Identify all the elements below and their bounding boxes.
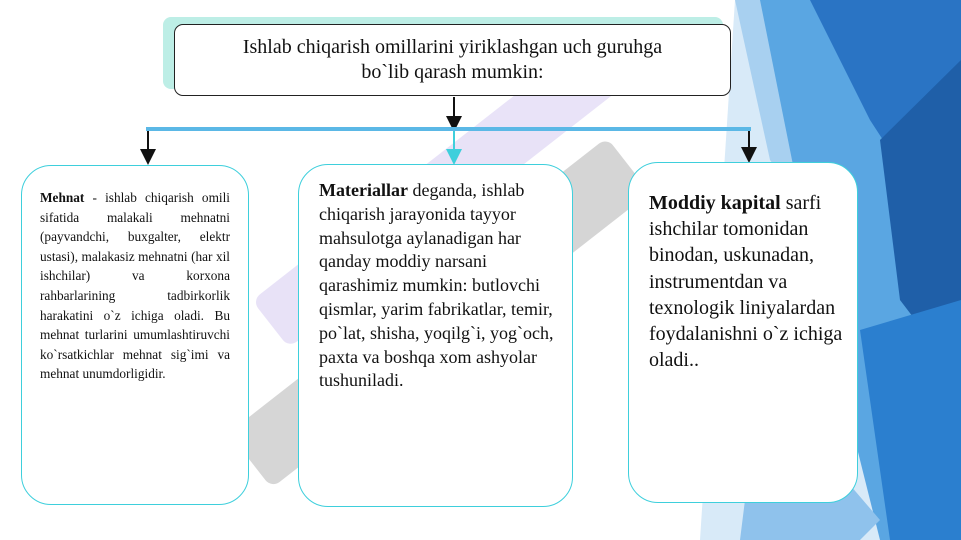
card-moddiy-kapital: [628, 162, 858, 503]
title-line-1: Ishlab chiqarish omillarini yiriklashgan uch guruhga: [242, 36, 663, 58]
title-line-2: bo`lib qarash mumkin:: [361, 61, 544, 83]
card-materiallar-term: Materiallar: [319, 180, 408, 200]
card-moddiy-kapital-text: sarfi ishchilar tomonidan binodan, uskunadan, instrumentdan va texnologik liniyalardan foydalanishni o`z ichiga oladi..: [649, 192, 843, 372]
card-materiallar: [298, 164, 573, 507]
horizontal-connector: [146, 127, 751, 131]
card-materiallar-text: deganda, ishlab chiqarish jarayonida tayyor mahsulotga aylanadigan har qanday moddiy narsani qarashimiz mumkin: butlovchi qismlar, yarim fabrikatlar, temir, po`lat, shisha, yoqilg`i, yog`och, paxta va boshqa xom ashyolar tushuniladi.: [319, 180, 554, 391]
card-mehnat-text: - ishlab chiqarish omili sifatida malakali mehnatni (payvandchi, buxgalter, elektr ustasi), malakasiz mehnatni (har xil ishchilar) va korxona rahbarlarining tadbirkorlik harakatini o`z ichiga oladi. Bu mehnat turlarini umumlashtiruvchi ko`rsatkichlar mehnat sig`imi va mehnat unumdorligidir.: [40, 190, 230, 382]
card-moddiy-kapital-term: Moddiy kapital: [649, 192, 781, 214]
card-mehnat: [21, 165, 249, 505]
card-mehnat-term: Mehnat: [40, 190, 85, 205]
